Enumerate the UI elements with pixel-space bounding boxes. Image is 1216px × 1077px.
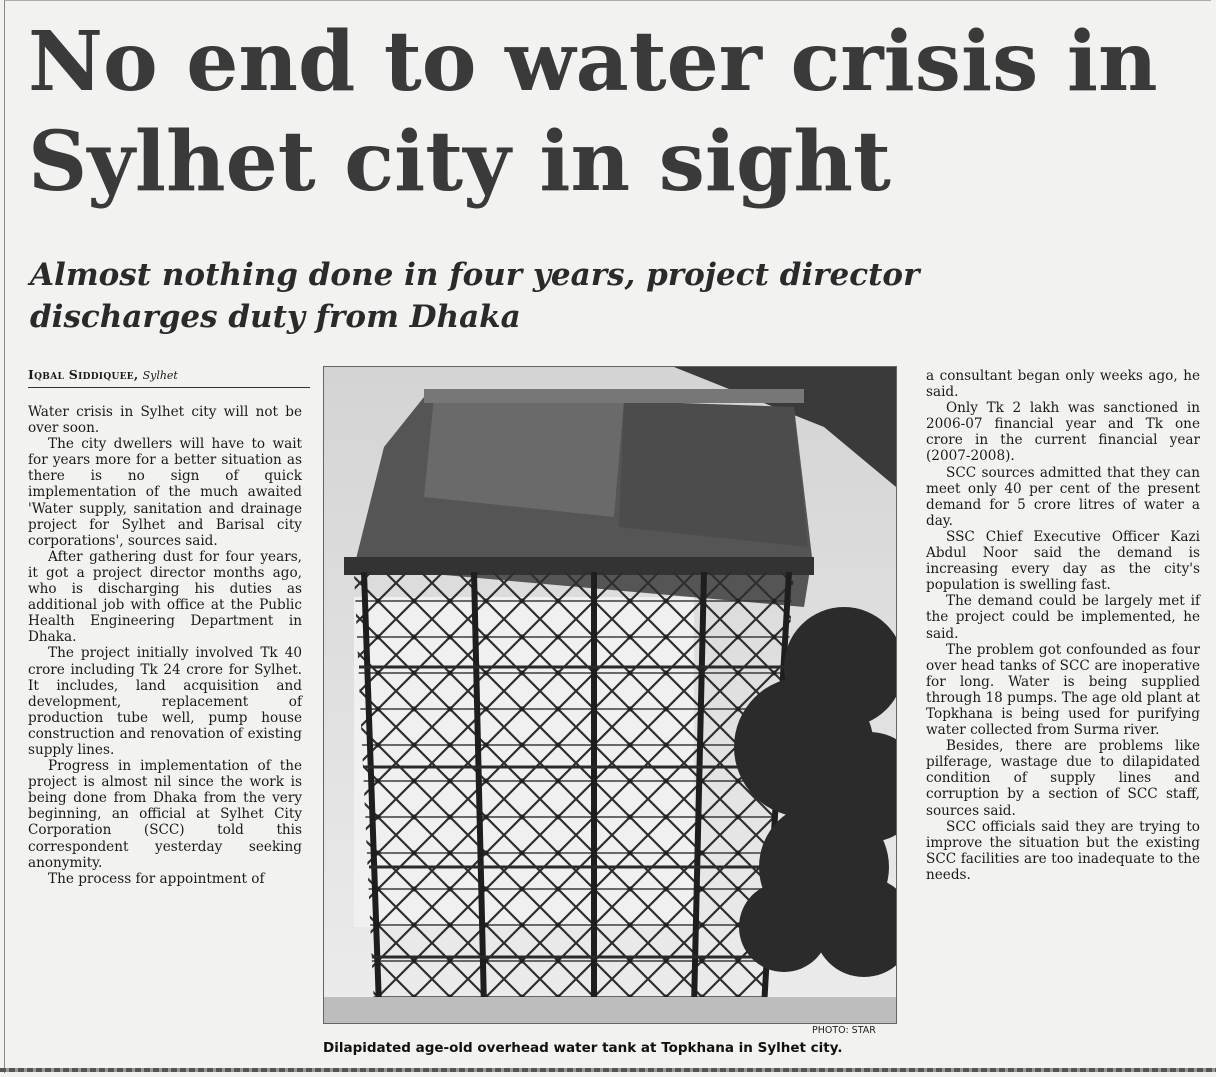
paragraph: The problem got confounded as four over head tanks of SCC are inoperative for long. Water is being supplied through 18 pumps. The age old plant at Topkhana is being used for purifying water collected from Surma river.: [926, 641, 1200, 739]
paragraph: Besides, there are problems like pilferage, wastage due to dilapidated condition of supply lines and corruption by a section of SCC staff, sources said.: [926, 738, 1200, 819]
photo-lattice-tower: [354, 572, 794, 1007]
byline-author: Iqbal Siddiquee,: [28, 367, 139, 382]
article-column-1: [28, 404, 302, 887]
paragraph: Progress in implementation of the project is almost nil since the work is being done from Dhaka from the very beginning, an official at Sylhet City Corporation (SCC) told this correspondent yesterday seeking anonymity.: [28, 758, 302, 871]
paragraph: a consultant began only weeks ago, he said.: [926, 368, 1200, 401]
paragraph: The city dwellers will have to wait for years more for a better situation as there is no sign of quick implementation of the much awaited 'Water supply, sanitation and drainage project for Sylhet and Barisal city corporations', sources said.: [28, 436, 302, 549]
paragraph: Only Tk 2 lakh was sanctioned in 2006-07 financial year and Tk one crore in the current financial year (2007-2008).: [926, 400, 1200, 465]
water-tank-photo: [324, 367, 896, 1023]
subheadline: Almost nothing done in four years, project director discharges duty from Dhaka: [30, 257, 920, 335]
headline: No end to water crisis in Sylhet city in sight: [28, 14, 1158, 210]
photo-credit: PHOTO: STAR: [812, 1025, 876, 1036]
bottom-rule: [0, 1068, 1216, 1072]
photo-ground: [324, 997, 896, 1023]
paragraph: SCC officials said they are trying to improve the situation but the existing SCC facilities are too inadequate to the needs.: [926, 818, 1200, 883]
paragraph: SSC Chief Executive Officer Kazi Abdul Noor said the demand is increasing every day as the city's population is swelling fast.: [926, 528, 1200, 594]
article-photo: [323, 366, 897, 1024]
paragraph: SCC sources admitted that they can meet only 40 per cent of the present demand for 5 crore litres of water a day.: [926, 464, 1200, 529]
byline-location: Sylhet: [142, 369, 178, 382]
paragraph: The demand could be largely met if the project could be implemented, he said.: [926, 593, 1200, 642]
paragraph: The process for appointment of: [48, 870, 265, 887]
article-column-3: [926, 368, 1200, 883]
paragraph: The project initially involved Tk 40 crore including Tk 24 crore for Sylhet. It includes, land acquisition and development, replacement of production tube well, pump house construction and renovation of existing supply lines.: [28, 645, 302, 758]
paragraph: Water crisis in Sylhet city will not be over soon.: [28, 404, 302, 437]
paragraph: After gathering dust for four years, it got a project director months ago, who is discharging his duties as additional job with office at the Public Health Engineering Department in Dhaka.: [28, 548, 302, 646]
byline: [28, 367, 310, 388]
photo-caption: Dilapidated age-old overhead water tank at Topkhana in Sylhet city.: [323, 1040, 843, 1056]
